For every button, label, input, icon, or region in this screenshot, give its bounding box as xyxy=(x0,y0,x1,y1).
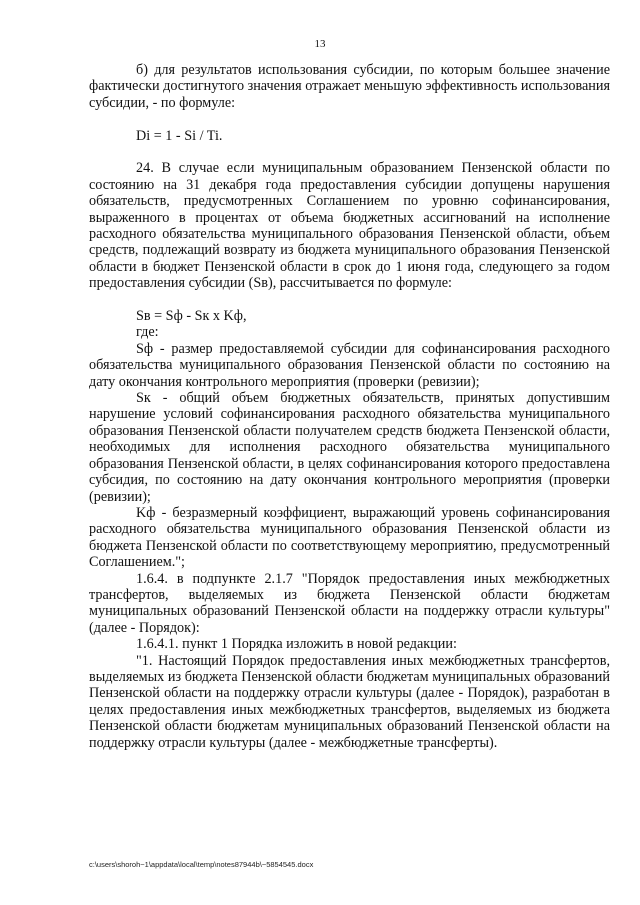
document-body xyxy=(89,62,610,751)
formula-s-return: Sв = Sф - Sк x Kф, xyxy=(136,308,247,325)
definition-s-k: Sк - общий объем бюджетных обязательств, принятых допустившим нарушение условий софинансирования расходного обязательства муниципального образования Пензенской области получателем средств бюджета Пензенской области, необходимых для исполнения расходного обязательства муниципального образования Пензенской области, в целях софинансирования которого предоставлена субсидия, по состоянию на дату окончания контрольного мероприятия (проверки (ревизии); xyxy=(89,390,610,505)
paragraph-item-24: 24. В случае если муниципальным образованием Пензенской области по состоянию на 31 декабря года предоставления субсидии допущены нарушения обязательств, предусмотренных Соглашением по уровню софинансирования, выраженного в процентах от объема бюджетных ассигнований на исполнение расходного обязательства муниципального образования Пензенской области, объем средств, подлежащий возврату из бюджета муниципального образования Пензенской области в бюджет Пензенской области в срок до 1 июня года, следующего за годом предоставления субсидии (Sв), рассчитывается по формуле: xyxy=(89,160,610,292)
formula-where: где: xyxy=(136,324,159,341)
page-number: 13 xyxy=(314,38,326,50)
paragraph-1-6-4: 1.6.4. в подпункте 2.1.7 "Порядок предоставления иных межбюджетных трансфертов, выделяемых из бюджета Пензенской области бюджетам муниципальных образований Пензенской области на поддержку отрасли культуры" (далее - Порядок): xyxy=(89,570,610,636)
paragraph-1-6-4-1: 1.6.4.1. пункт 1 Порядка изложить в новой редакции: xyxy=(136,636,457,653)
definition-k-f: Kф - безразмерный коэффициент, выражающий уровень софинансирования расходного обязательства муниципального образования Пензенской области из бюджета Пензенской области по соответствующему мероприятию, предусмотренный Соглашением."; xyxy=(89,504,610,571)
formula-d: Di = 1 - Si / Ti. xyxy=(136,127,223,144)
file-path-footer: c:\users\shoroh~1\appdata\local\temp\notes87944b\~5854545.docx xyxy=(89,860,314,869)
paragraph-order-point-1: "1. Настоящий Порядок предоставления иных межбюджетных трансфертов, выделяемых из бюджета Пензенской области бюджетам муниципальных образований Пензенской области на поддержку отрасли культуры (далее - Порядок), разработан в целях предоставления иных межбюджетных трансфертов, выделяемых из бюджета Пензенской области бюджетам муниципальных образований Пензенской области на поддержку отрасли культуры (далее - межбюджетные трансферты). xyxy=(89,652,610,751)
paragraph-item-b: б) для результатов использования субсидии, по которым большее значение фактически достигнутого значения отражает меньшую эффективность использования субсидии, - по формуле: xyxy=(89,62,610,111)
definition-s-f: Sф - размер предоставляемой субсидии для софинансирования расходного обязательства муниципального образования Пензенской области по состоянию на дату окончания контрольного мероприятия (проверки (ревизии); xyxy=(89,340,610,390)
